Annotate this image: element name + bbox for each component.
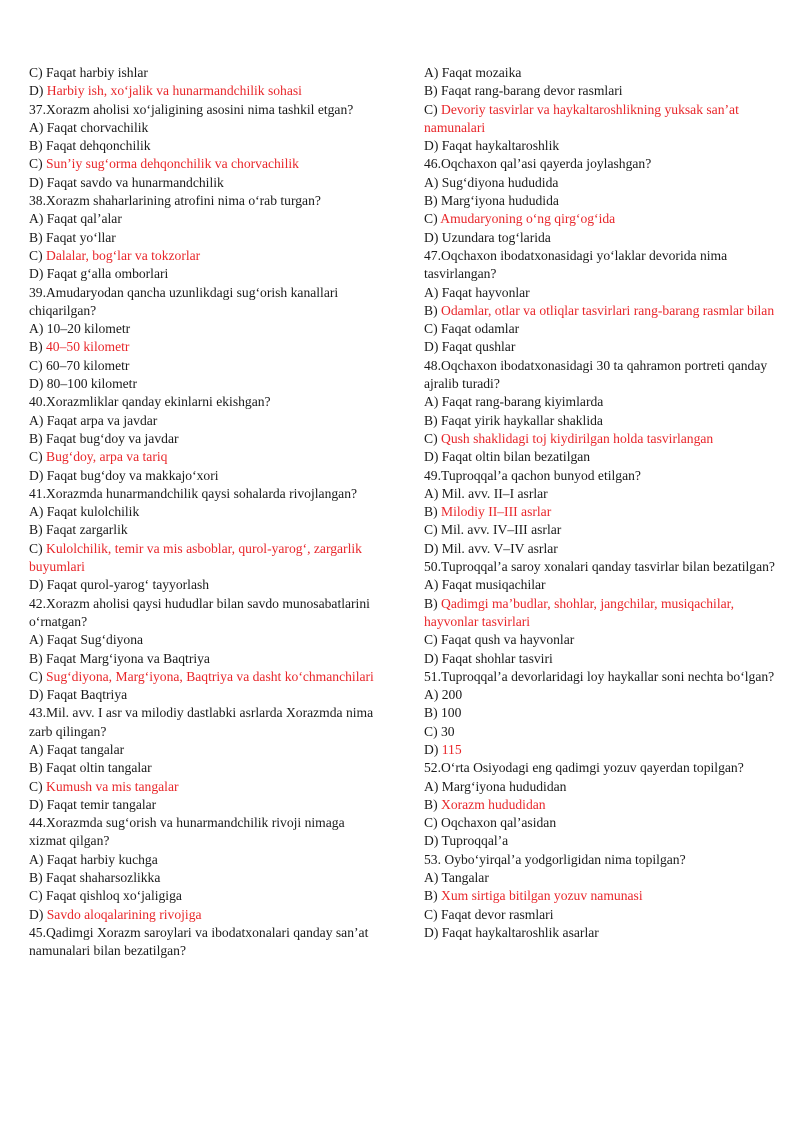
option-text: Marg‘iyona hududida	[441, 193, 559, 209]
option-text: Faqat kulolchilik	[46, 504, 140, 520]
question-line	[29, 595, 381, 632]
option-letter: B)	[424, 796, 441, 812]
option-letter: A)	[29, 119, 47, 135]
option-text: Faqat musiqachilar	[441, 577, 546, 593]
option-letter: B)	[424, 705, 441, 721]
answer-option	[29, 174, 381, 192]
option-letter: A)	[424, 687, 442, 703]
option-letter: C)	[424, 321, 441, 337]
answer-option	[424, 924, 776, 942]
option-text: Marg‘iyona hududidan	[441, 778, 567, 794]
correct-answer-option	[424, 210, 776, 228]
option-text: 115	[441, 741, 462, 757]
option-letter: B)	[29, 339, 46, 355]
option-text: 40–50 kilometr	[46, 339, 130, 355]
option-text: Faqat Baqtriya	[46, 687, 128, 703]
option-text: Faqat qushlar	[441, 339, 516, 355]
option-letter: A)	[424, 65, 442, 80]
answer-option	[29, 119, 381, 137]
option-text: Faqat zargarlik	[46, 522, 128, 538]
question-line	[29, 284, 381, 321]
answer-option	[424, 814, 776, 832]
option-text: Faqat harbiy ishlar	[46, 65, 148, 80]
question-text: 46.Oqchaxon qal’asi qayerda joylashgan?	[424, 156, 652, 172]
correct-answer-option	[29, 448, 381, 466]
answer-option	[29, 650, 381, 668]
option-letter: D)	[424, 138, 442, 154]
option-text: Mil. avv. II–I asrlar	[441, 485, 548, 501]
option-letter: A)	[29, 412, 47, 428]
option-text: Faqat yirik haykallar shaklida	[441, 412, 603, 428]
answer-option	[29, 503, 381, 521]
option-letter: A)	[424, 394, 442, 410]
option-letter: C)	[424, 101, 441, 117]
option-letter: C)	[424, 211, 441, 227]
answer-option	[29, 851, 381, 869]
option-letter: D)	[29, 376, 47, 392]
option-text: Faqat devor rasmlari	[441, 906, 554, 922]
question-line	[29, 485, 381, 503]
option-letter: A)	[29, 851, 47, 867]
question-line	[424, 759, 776, 777]
option-text: Odamlar, otlar va otliqlar tasvirlari rang-barang rasmlar bilan	[441, 302, 775, 318]
option-letter: D)	[29, 266, 47, 282]
option-letter: D)	[29, 467, 47, 483]
question-line	[29, 101, 381, 119]
answer-option	[424, 778, 776, 796]
option-text: Mil. avv. V–IV asrlar	[441, 540, 558, 556]
option-letter: C)	[29, 540, 46, 556]
question-text: 50.Tuproqqal’a saroy xonalari qanday tasvirlar bilan bezatilgan?	[424, 559, 775, 575]
option-letter: C)	[424, 632, 441, 648]
answer-option	[29, 796, 381, 814]
option-letter: B)	[424, 504, 441, 520]
correct-answer-option	[29, 778, 381, 796]
question-text: 48.Oqchaxon ibodatxonasidagi 30 ta qahramon portreti qanday ajralib turadi?	[424, 357, 768, 392]
option-letter: C)	[29, 778, 46, 794]
option-text: Faqat rang-barang devor rasmlari	[441, 83, 623, 99]
option-text: Tuproqqal’a	[441, 833, 509, 849]
answer-option	[29, 64, 381, 82]
option-letter: A)	[29, 504, 47, 520]
correct-answer-option	[29, 338, 381, 356]
question-line	[29, 704, 381, 741]
option-letter: C)	[424, 723, 441, 739]
option-text: 30	[441, 723, 455, 739]
option-text: Qadimgi ma’budlar, shohlar, jangchilar, musiqachilar, hayvonlar tasvirlari	[424, 595, 735, 629]
correct-answer-option	[29, 82, 381, 100]
option-letter: D)	[424, 339, 442, 355]
option-letter: B)	[424, 193, 441, 209]
option-letter: D)	[424, 229, 442, 245]
correct-answer-option	[29, 906, 381, 924]
option-text: Oqchaxon qal’asidan	[441, 815, 557, 831]
option-letter: D)	[424, 741, 442, 757]
answer-option	[29, 265, 381, 283]
option-text: Tangalar	[441, 870, 489, 886]
question-text: 37.Xorazm aholisi xo‘jaligining asosini nima tashkil etgan?	[29, 101, 354, 117]
option-letter: B)	[29, 650, 46, 666]
option-letter: B)	[29, 870, 46, 886]
option-letter: C)	[29, 668, 46, 684]
answer-option	[29, 759, 381, 777]
question-text: 45.Qadimgi Xorazm saroylari va ibodatxonalari qanday san’at namunalari bilan bezatilgan?	[29, 924, 369, 959]
option-letter: D)	[29, 577, 47, 593]
option-letter: B)	[424, 595, 441, 611]
option-text: Faqat oltin tangalar	[46, 760, 152, 776]
answer-option	[29, 357, 381, 375]
answer-option	[29, 869, 381, 887]
option-text: Faqat qishloq xo‘jaligiga	[46, 888, 182, 904]
option-text: Faqat Sug‘diyona	[46, 632, 144, 648]
option-text: Milodiy II–III asrlar	[441, 504, 552, 520]
question-text: 40.Xorazmliklar qanday ekinlarni ekishgan?	[29, 394, 271, 410]
answer-option	[424, 906, 776, 924]
option-letter: D)	[424, 449, 442, 465]
option-letter: B)	[29, 138, 46, 154]
option-text: Faqat rang-barang kiyimlarda	[441, 394, 604, 410]
option-text: Kumush va mis tangalar	[46, 778, 179, 794]
answer-option	[29, 467, 381, 485]
option-letter: A)	[424, 870, 442, 886]
option-letter: D)	[29, 83, 47, 99]
option-text: Faqat bug‘doy va javdar	[46, 430, 179, 446]
answer-option	[29, 137, 381, 155]
answer-option	[424, 704, 776, 722]
question-line	[29, 192, 381, 210]
option-text: Faqat dehqonchilik	[46, 138, 151, 154]
option-text: Dalalar, bog‘lar va tokzorlar	[46, 247, 201, 263]
option-text: Faqat g‘alla omborlari	[46, 266, 169, 282]
answer-option	[29, 229, 381, 247]
answer-option	[424, 485, 776, 503]
answer-option	[424, 631, 776, 649]
correct-answer-option	[424, 887, 776, 905]
question-line	[29, 924, 381, 961]
question-text: 38.Xorazm shaharlarining atrofini nima o‘rab turgan?	[29, 193, 321, 209]
option-text: Faqat qal’alar	[46, 211, 122, 227]
question-line	[424, 247, 776, 284]
option-text: Kulolchilik, temir va mis asboblar, qurol-yarog‘, zargarlik buyumlari	[29, 540, 362, 575]
question-line	[29, 393, 381, 411]
question-text: 39.Amudaryodan qancha uzunlikdagi sug‘orish kanallari chiqarilgan?	[29, 284, 339, 318]
answer-option	[29, 631, 381, 649]
answer-option	[29, 686, 381, 704]
answer-option	[424, 869, 776, 887]
option-text: 200	[441, 687, 463, 703]
answer-option	[424, 521, 776, 539]
option-text: Faqat odamlar	[441, 321, 520, 337]
question-text: 43.Mil. avv. I asr va milodiy dastlabki asrlarda Xorazmda nima zarb qilingan?	[29, 705, 374, 739]
option-letter: B)	[29, 522, 46, 538]
correct-answer-option	[29, 540, 381, 577]
option-letter: A)	[424, 485, 442, 501]
option-letter: D)	[29, 906, 47, 922]
option-text: Faqat yo‘llar	[46, 229, 116, 245]
question-text: 51.Tuproqqal’a devorlaridagi loy haykallar soni nechta bo‘lgan?	[424, 668, 775, 684]
option-text: Harbiy ish, xo‘jalik va hunarmandchilik sohasi	[46, 83, 302, 99]
option-text: Faqat bug‘doy va makkajo‘xori	[46, 467, 219, 483]
answer-option	[424, 284, 776, 302]
option-letter: B)	[29, 430, 46, 446]
option-letter: D)	[424, 833, 442, 849]
option-text: Sug‘diyona, Marg‘iyona, Baqtriya va dasht ko‘chmanchilari	[46, 668, 374, 684]
option-letter: B)	[29, 760, 46, 776]
correct-answer-option	[424, 503, 776, 521]
option-text: Faqat hayvonlar	[441, 284, 530, 300]
correct-answer-option	[424, 302, 776, 320]
option-letter: A)	[29, 211, 47, 227]
option-letter: B)	[424, 83, 441, 99]
question-text: 49.Tuproqqal’a qachon bunyod etilgan?	[424, 467, 641, 483]
correct-answer-option	[29, 155, 381, 173]
answer-option	[424, 686, 776, 704]
answer-option	[29, 412, 381, 430]
option-letter: D)	[29, 174, 47, 190]
question-text: 42.Xorazm aholisi qaysi hududlar bilan savdo munosabatlarini o‘rnatgan?	[29, 595, 370, 629]
option-letter: C)	[424, 430, 441, 446]
question-line	[424, 558, 776, 576]
correct-answer-option	[424, 101, 776, 138]
option-text: Amudaryoning o‘ng qirg‘og‘ida	[440, 211, 616, 227]
answer-option	[29, 430, 381, 448]
option-letter: C)	[424, 522, 441, 538]
option-letter: A)	[29, 632, 47, 648]
answer-option	[29, 320, 381, 338]
option-letter: D)	[424, 650, 442, 666]
option-letter: B)	[424, 302, 441, 318]
question-text: 41.Xorazmda hunarmandchilik qaysi sohalarda rivojlangan?	[29, 485, 358, 501]
option-text: Faqat chorvachilik	[46, 119, 149, 135]
question-line	[424, 155, 776, 173]
option-letter: B)	[29, 229, 46, 245]
answer-option	[424, 393, 776, 411]
option-letter: B)	[424, 412, 441, 428]
answer-option	[424, 650, 776, 668]
question-line	[424, 467, 776, 485]
option-text: Faqat shohlar tasviri	[441, 650, 553, 666]
option-text: Mil. avv. IV–III asrlar	[441, 522, 562, 538]
answer-option	[424, 82, 776, 100]
answer-option	[29, 521, 381, 539]
option-text: Faqat harbiy kuchga	[46, 851, 158, 867]
option-letter: A)	[29, 741, 47, 757]
option-letter: C)	[424, 906, 441, 922]
option-letter: A)	[424, 174, 442, 190]
answer-option	[424, 576, 776, 594]
option-letter: A)	[424, 284, 442, 300]
answer-option	[29, 210, 381, 228]
question-text: 53. Oybo‘yirqal’a yodgorligidan nima topilgan?	[424, 851, 686, 867]
answer-option	[29, 375, 381, 393]
option-text: Faqat temir tangalar	[46, 796, 157, 812]
answer-option	[424, 320, 776, 338]
option-letter: C)	[29, 65, 46, 80]
correct-answer-option	[424, 430, 776, 448]
option-letter: A)	[424, 577, 442, 593]
option-text: Faqat tangalar	[46, 741, 125, 757]
option-letter: A)	[424, 778, 442, 794]
right-column	[424, 64, 776, 942]
option-letter: C)	[29, 156, 46, 172]
option-letter: B)	[424, 888, 441, 904]
answer-option	[424, 338, 776, 356]
answer-option	[424, 412, 776, 430]
option-text: Faqat qurol-yarog‘ tayyorlash	[46, 577, 210, 593]
correct-answer-option	[424, 595, 776, 632]
answer-option	[424, 832, 776, 850]
option-letter: C)	[29, 247, 46, 263]
option-letter: D)	[424, 540, 442, 556]
option-text: 80–100 kilometr	[46, 376, 137, 392]
answer-option	[424, 174, 776, 192]
answer-option	[29, 887, 381, 905]
correct-answer-option	[29, 247, 381, 265]
option-letter: D)	[424, 924, 442, 940]
option-text: Faqat haykaltaroshlik asarlar	[441, 924, 599, 940]
option-text: Faqat qush va hayvonlar	[441, 632, 575, 648]
option-text: 60–70 kilometr	[46, 357, 130, 373]
option-text: Bug‘doy, arpa va tariq	[46, 449, 168, 465]
question-line	[424, 851, 776, 869]
option-text: Sun’iy sug‘orma dehqonchilik va chorvachilik	[46, 156, 299, 172]
option-text: Qush shaklidagi toj kiydirilgan holda tasvirlangan	[441, 430, 714, 446]
question-line	[424, 668, 776, 686]
question-line	[29, 814, 381, 851]
option-text: Faqat mozaika	[441, 65, 522, 80]
option-text: Xorazm hududidan	[441, 796, 546, 812]
answer-option	[29, 576, 381, 594]
option-text: Faqat shaharsozlikka	[46, 870, 161, 886]
option-text: Devoriy tasvirlar va haykaltaroshlikning yuksak san’at namunalari	[424, 101, 739, 135]
option-letter: C)	[29, 449, 46, 465]
answer-option	[424, 192, 776, 210]
answer-option	[424, 64, 776, 82]
option-text: Xum sirtiga bitilgan yozuv namunasi	[441, 888, 643, 904]
option-letter: D)	[29, 796, 47, 812]
answer-option	[424, 723, 776, 741]
option-letter: C)	[29, 888, 46, 904]
answer-option	[424, 137, 776, 155]
option-letter: C)	[29, 357, 46, 373]
option-text: Faqat savdo va hunarmandchilik	[46, 174, 224, 190]
question-line	[424, 357, 776, 394]
correct-answer-option	[29, 668, 381, 686]
option-text: 100	[441, 705, 462, 721]
option-letter: A)	[29, 321, 47, 337]
option-text: Faqat arpa va javdar	[46, 412, 158, 428]
answer-option	[424, 540, 776, 558]
option-text: Faqat oltin bilan bezatilgan	[441, 449, 591, 465]
option-text: 10–20 kilometr	[46, 321, 131, 337]
left-column	[29, 64, 381, 961]
answer-option	[29, 741, 381, 759]
option-text: Faqat haykaltaroshlik	[441, 138, 560, 154]
option-letter: D)	[29, 687, 47, 703]
question-text: 44.Xorazmda sug‘orish va hunarmandchilik rivoji nimaga xizmat qilgan?	[29, 815, 345, 849]
option-text: Sug‘diyona hududida	[441, 174, 559, 190]
option-letter: C)	[424, 815, 441, 831]
option-text: Savdo aloqalarining rivojiga	[46, 906, 202, 922]
correct-answer-option	[424, 741, 776, 759]
question-text: 52.O‘rta Osiyodagi eng qadimgi yozuv qayerdan topilgan?	[424, 760, 744, 776]
correct-answer-option	[424, 796, 776, 814]
option-text: Uzundara tog‘larida	[441, 229, 551, 245]
answer-option	[424, 448, 776, 466]
option-text: Faqat Marg‘iyona va Baqtriya	[46, 650, 210, 666]
answer-option	[424, 229, 776, 247]
question-text: 47.Oqchaxon ibodatxonasidagi yo‘laklar devorida nima tasvirlangan?	[424, 247, 728, 282]
